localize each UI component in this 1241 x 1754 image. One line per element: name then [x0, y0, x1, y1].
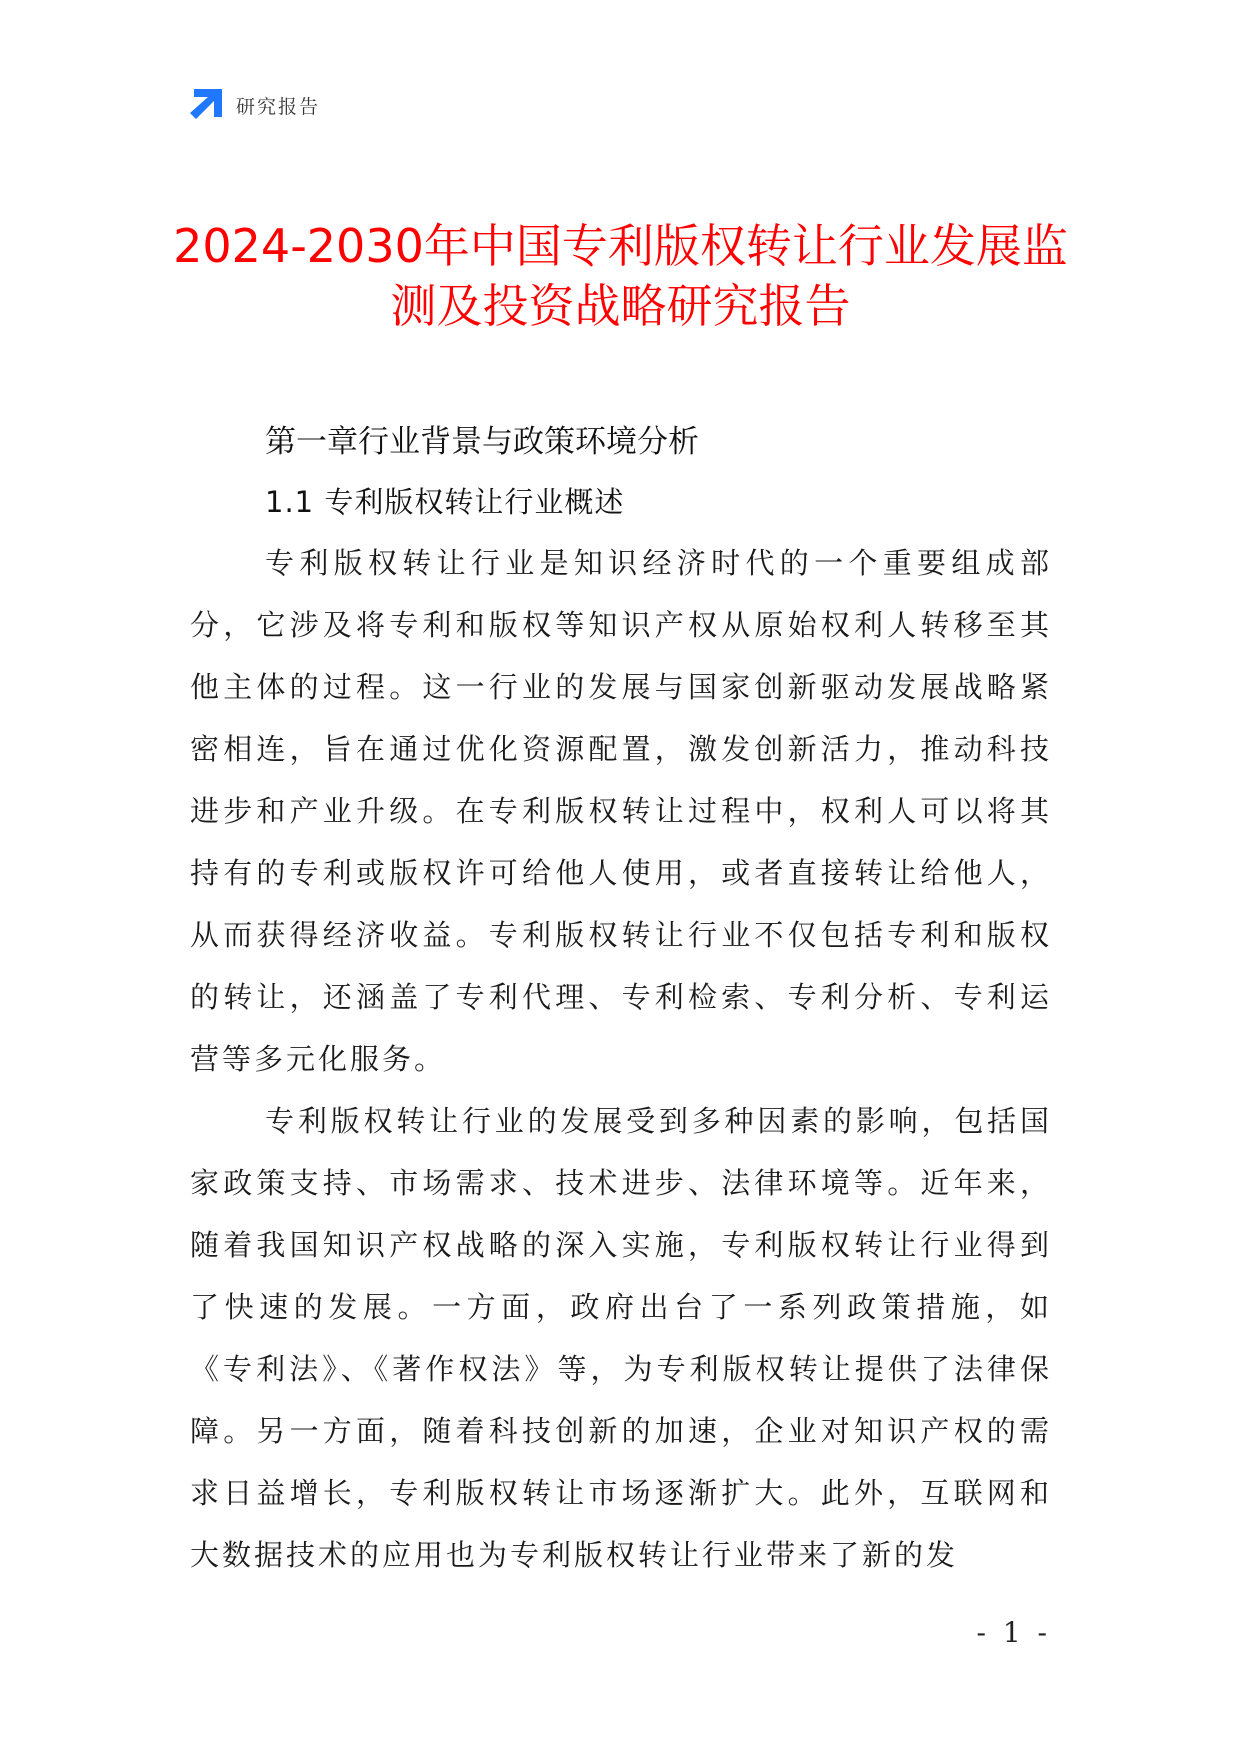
- title-line-1: 2024-2030年中国专利版权转让行业发展监: [173, 219, 1068, 273]
- chapter-heading: 第一章行业背景与政策环境分析: [265, 424, 699, 460]
- header-label: 研究报告: [236, 95, 321, 118]
- page-number: - 1 -: [976, 1616, 1051, 1649]
- section-heading: 1.1 专利版权转让行业概述: [265, 485, 625, 519]
- body-paragraph-2: 专利版权转让行业的发展受到多种因素的影响，包括国家政策支持、市场需求、技术进步、法律环境等。近年来，随着我国知识产权战略的深入实施，专利版权转让行业得到了快速的发展。一方面，政府出台了一系列政策措施，如《专利法》、《著作权法》等，为专利版权转让提供了法律保障。另一方面，随着科技创新的加速，企业对知识产权的需求日益增长，专利版权转让市场逐渐扩大。此外，互联网和大数据技术的应用也为专利版权转让行业带来了新的发: [190, 1104, 1052, 1572]
- arrow-up-right-icon: [190, 89, 222, 121]
- body-paragraph-1: 专利版权转让行业是知识经济时代的一个重要组成部分，它涉及将专利和版权等知识产权从原始权利人转移至其他主体的过程。这一行业的发展与国家创新驱动发展战略紧密相连，旨在通过优化资源配置，激发创新活力，推动科技进步和产业升级。在专利版权转让过程中，权利人可以将其持有的专利或版权许可给他人使用，或者直接转让给他人，从而获得经济收益。专利版权转让行业不仅包括专利和版权的转让，还涵盖了专利代理、专利检索、专利分析、专利运营等多元化服务。: [190, 546, 1052, 1076]
- title-line-2: 测及投资战略研究报告: [390, 279, 851, 333]
- document-body: [190, 412, 1052, 1586]
- report-header: [190, 88, 320, 122]
- document-title: [150, 216, 1091, 336]
